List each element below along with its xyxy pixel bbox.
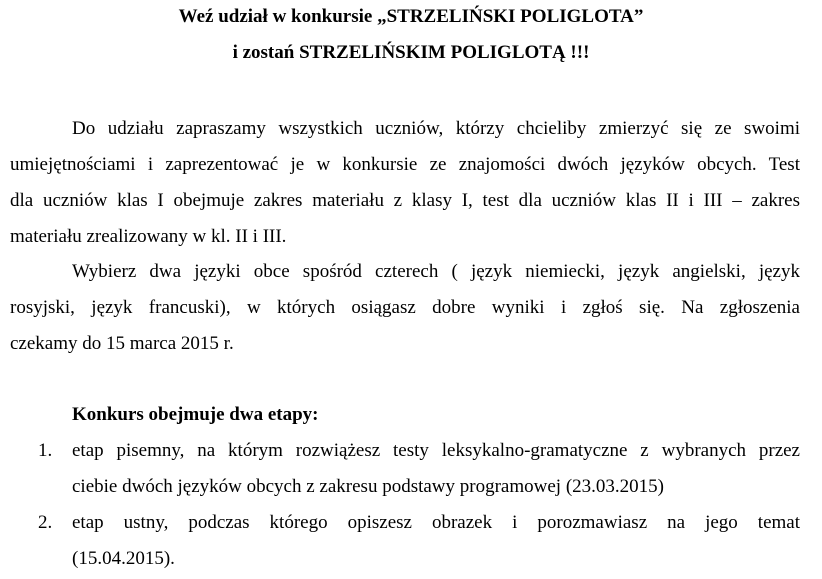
- list-number: 1.: [38, 440, 53, 461]
- paragraph-2-line-1: Wybierz dwa języki obce spośród czterech ( język niemiecki, język angielski, język: [72, 261, 800, 282]
- paragraph-1-line-2: umiejętnościami i zaprezentować je w konkursie ze znajomości dwóch języków obcych. Test: [10, 154, 800, 175]
- title-line-1: Weź udział w konkursie „STRZELIŃSKI POLIGLOTA”: [178, 6, 644, 27]
- stage-2-line-2: (15.04.2015).: [72, 548, 175, 569]
- paragraph-2-line-3: czekamy do 15 marca 2015 r.: [10, 333, 234, 354]
- paragraph-1-line-1: Do udziału zapraszamy wszystkich uczniów, którzy chcieliby zmierzyć się ze swoimi: [72, 118, 800, 139]
- stages-heading: Konkurs obejmuje dwa etapy:: [72, 404, 319, 425]
- paragraph-1-line-4: materiału zrealizowany w kl. II i III.: [10, 226, 287, 247]
- list-number: 2.: [38, 512, 53, 533]
- stage-1-line-1: etap pisemny, na którym rozwiążesz testy leksykalno-gramatyczne z wybranych przez: [72, 440, 800, 461]
- title-line-2: i zostań STRZELIŃSKIM POLIGLOTĄ !!!: [232, 42, 590, 63]
- paragraph-2-line-2: rosyjski, język francuski), w których osiągasz dobre wyniki i zgłoś się. Na zgłoszenia: [10, 297, 800, 318]
- paragraph-1-line-3: dla uczniów klas I obejmuje zakres materiału z klasy I, test dla uczniów klas II i III – zakres: [10, 190, 800, 211]
- stage-1-line-2: ciebie dwóch języków obcych z zakresu podstawy programowej (23.03.2015): [72, 476, 664, 497]
- stage-2-line-1: etap ustny, podczas którego opiszesz obrazek i porozmawiasz na jego temat: [72, 512, 800, 533]
